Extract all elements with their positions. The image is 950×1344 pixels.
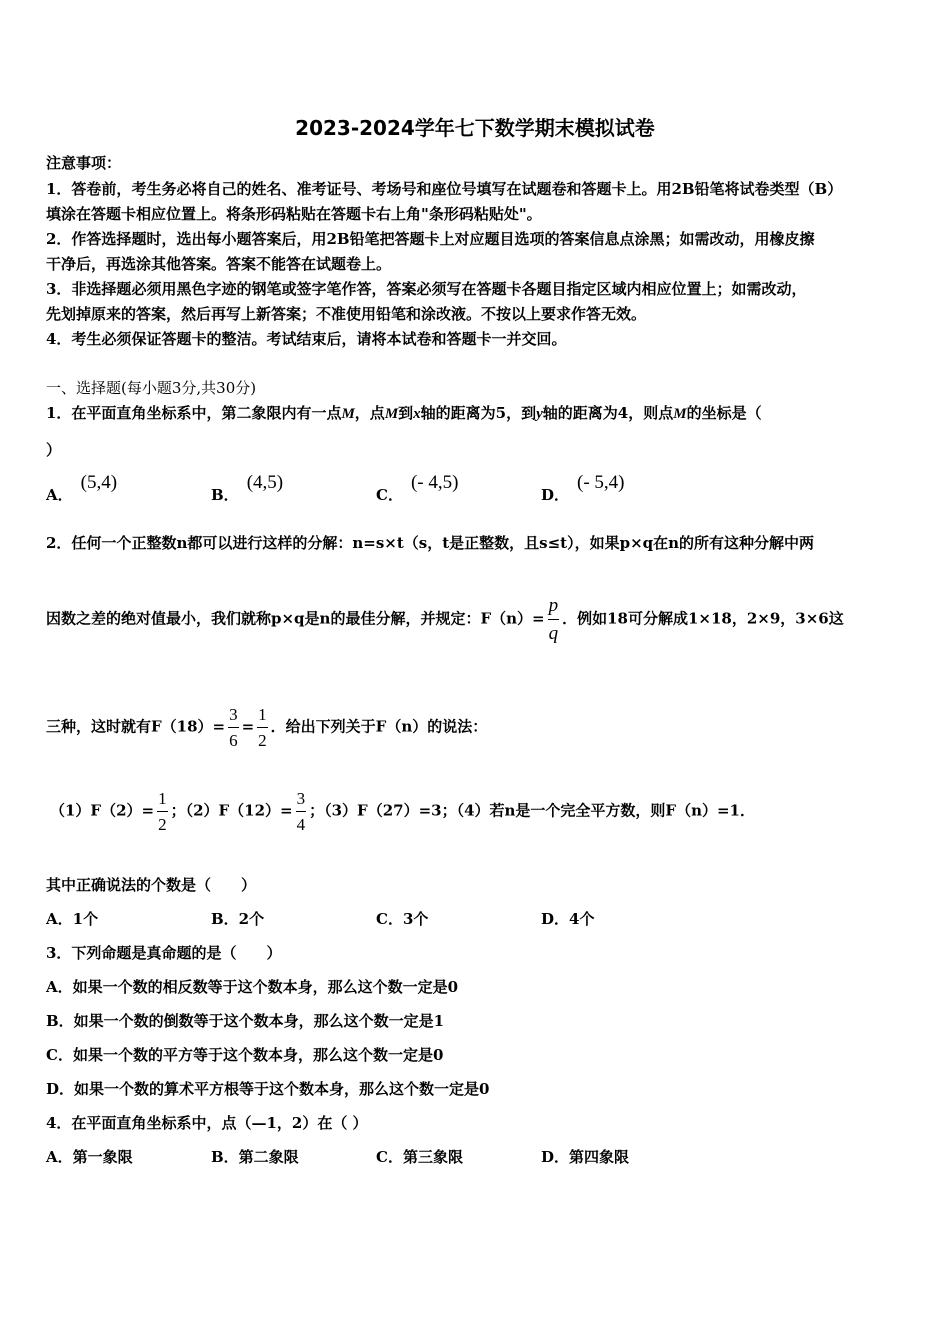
q3-option-a[interactable]: A．如果一个数的相反数等于这个数本身，那么这个数一定是0 — [46, 978, 459, 996]
notice-line-4: 干净后，再选涂其他答案。答案不能答在试题卷上。 — [46, 255, 392, 273]
fraction-1-2: $\frac{1}{2}$ — [258, 705, 267, 750]
q1-stem: 1．在平面直角坐标系中，第二象限内有一点M，点M到x轴的距离为5，到y轴的距离为4，则点M的坐标是（ — [46, 404, 762, 422]
section-heading: 一、选择题(每小题3分,共30分) — [46, 379, 257, 397]
q3-stem: 3．下列命题是真命题的是（ ） — [46, 944, 282, 962]
q1-option-a[interactable]: A．(5,4) — [46, 472, 118, 504]
q3-option-d[interactable]: D．如果一个数的算术平方根等于这个数本身，那么这个数一定是0 — [46, 1080, 490, 1098]
q2-option-d[interactable]: D．4个 — [541, 910, 595, 928]
q2-line-2: 因数之差的绝对值最小，我们就称p×q是n的最佳分解，并规定：F（n）= $\frac{p}{q}$ ．例如18可分解成1×18，2×9，3×6这 — [46, 595, 844, 644]
fraction-3-6: $\frac{3}{6}$ — [229, 705, 238, 750]
q4-stem: 4．在平面直角坐标系中，点（—1，2）在（ ） — [46, 1114, 368, 1132]
notice-line-7: 4．考生必须保证答题卡的整洁。考试结束后，请将本试卷和答题卡一并交回。 — [46, 330, 567, 348]
q2-line-3: 三种，这时就有F（18）= $\frac{3}{6}$ = $\frac{1}{2}$ ．给出下列关于F（n）的说法： — [46, 705, 488, 750]
q1-stem-close: ） — [46, 441, 62, 459]
q2-statements: （1）F（2）= $\frac{1}{2}$ ；（2）F（12）= $\frac{3}{4}$ ；（3）F（27）=3；（4）若n是一个完全平方数，则F（n）=1． — [50, 789, 755, 834]
q2-option-b[interactable]: B．2个 — [211, 910, 265, 928]
q2-line-1: 2．任何一个正整数n都可以进行这样的分解：n=s×t（s，t是正整数，且s≤t），如果p×q在n的所有这种分解中两 — [46, 534, 815, 552]
q4-option-d[interactable]: D．第四象限 — [541, 1148, 630, 1166]
q2-option-a[interactable]: A．1个 — [46, 910, 99, 928]
notice-line-3: 2．作答选择题时，选出每小题答案后，用2B铅笔把答题卡上对应题目选项的答案信息点涂黑；如需改动，用橡皮擦 — [46, 230, 815, 248]
q2-ask: 其中正确说法的个数是（ ） — [46, 876, 257, 894]
fraction-3-4: $\frac{3}{4}$ — [296, 789, 306, 834]
notice-heading: 注意事项： — [46, 154, 122, 172]
q4-option-b[interactable]: B．第二象限 — [211, 1148, 299, 1166]
q2-option-c[interactable]: C．3个 — [376, 910, 429, 928]
notice-line-2: 填涂在答题卡相应位置上。将条形码粘贴在答题卡右上角"条形码粘贴处"。 — [46, 205, 542, 223]
q3-option-c[interactable]: C．如果一个数的平方等于这个数本身，那么这个数一定是0 — [46, 1046, 444, 1064]
q1-option-d[interactable]: D．(- 5,4) — [541, 472, 625, 504]
fraction-1-2-b: $\frac{1}{2}$ — [158, 789, 167, 834]
q4-option-a[interactable]: A．第一象限 — [46, 1148, 133, 1166]
notice-line-1: 1．答卷前，考生务必将自己的姓名、准考证号、考场号和座位号填写在试题卷和答题卡上。用2B铅笔将试卷类型（B） — [46, 180, 843, 198]
page-title: 2023-2024学年七下数学期末模拟试卷 — [295, 116, 655, 140]
notice-line-5: 3．非选择题必须用黑色字迹的钢笔或签字笔作答，答案必须写在答题卡各题目指定区域内相应位置上；如需改动， — [46, 280, 807, 298]
q3-option-b[interactable]: B．如果一个数的倒数等于这个数本身，那么这个数一定是1 — [46, 1012, 445, 1030]
fraction-p-over-q: $\frac{p}{q}$ — [548, 595, 559, 644]
q4-option-c[interactable]: C．第三象限 — [376, 1148, 463, 1166]
q1-option-b[interactable]: B．(4,5) — [211, 472, 284, 504]
notice-line-6: 先划掉原来的答案，然后再写上新答案；不准使用铅笔和涂改液。不按以上要求作答无效。 — [46, 305, 647, 323]
q1-option-c[interactable]: C．(- 4,5) — [376, 472, 459, 504]
